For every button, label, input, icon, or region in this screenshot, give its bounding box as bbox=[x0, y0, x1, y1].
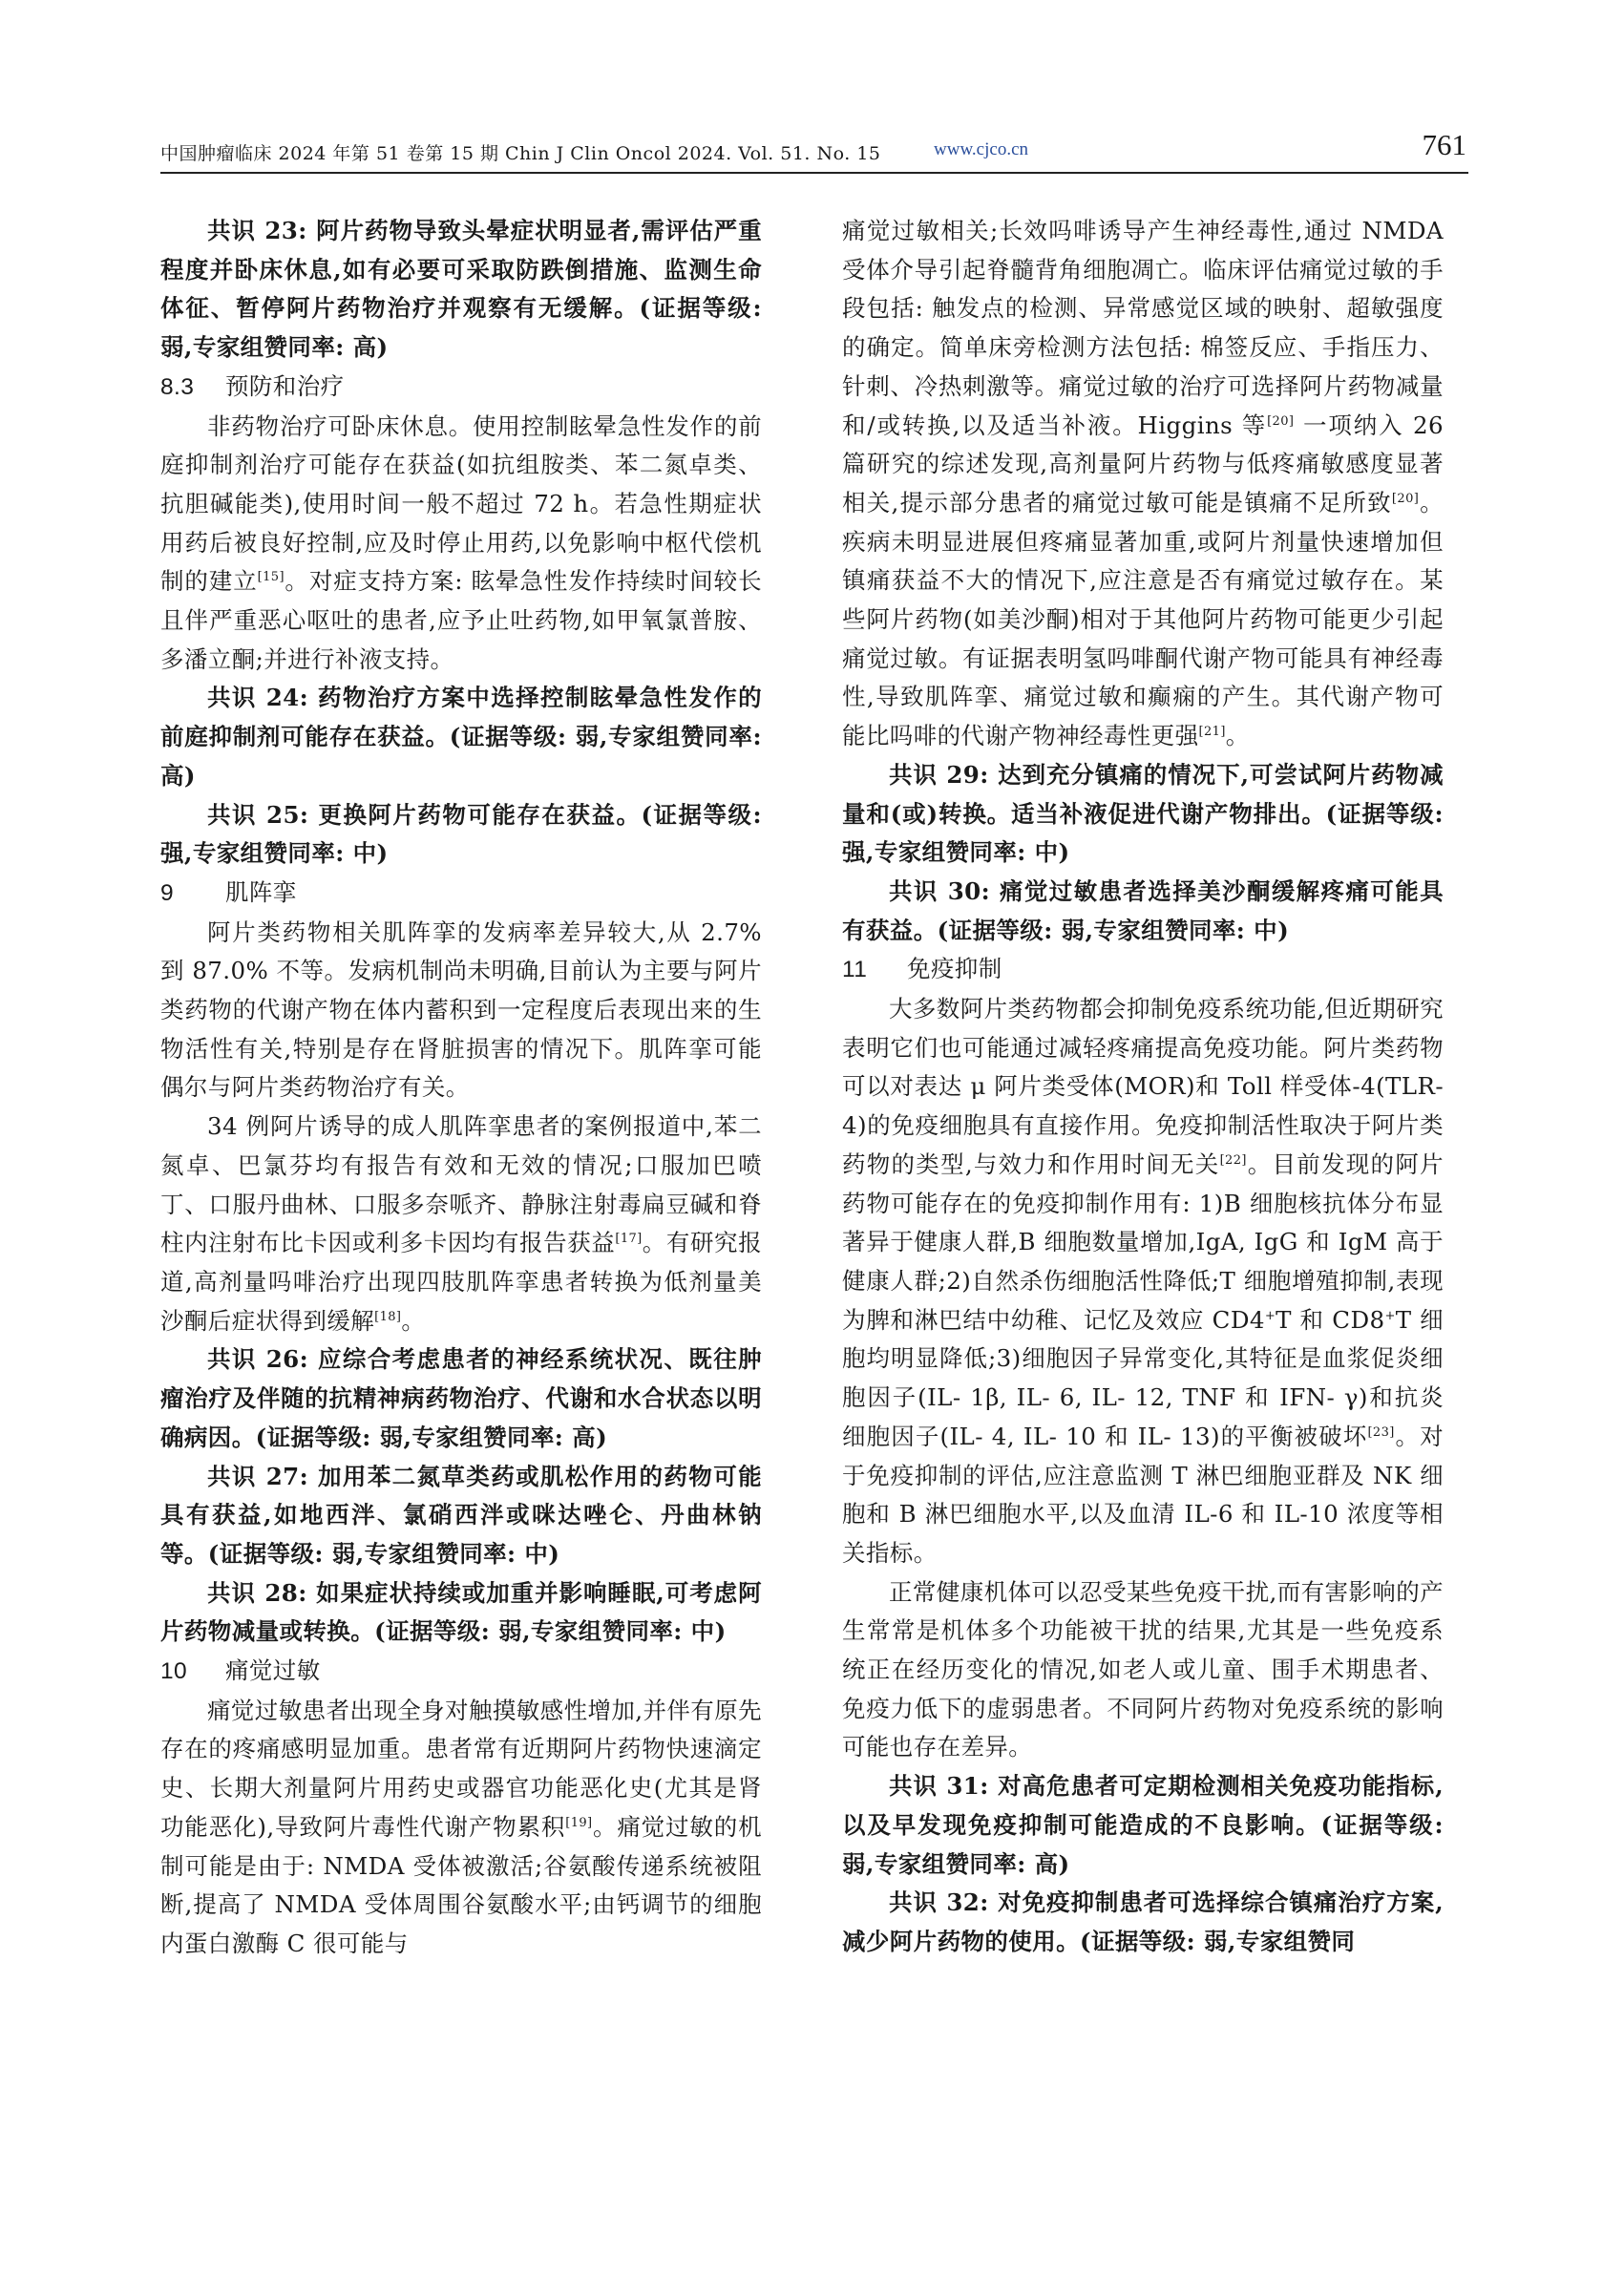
consensus-statement bbox=[160, 1574, 762, 1652]
body-paragraph bbox=[842, 990, 1444, 1573]
running-header bbox=[160, 128, 1468, 170]
page-number: 761 bbox=[1422, 128, 1466, 161]
paragraph-text: 。有研究报道,高剂量吗啡治疗出现四肢肌阵挛患者转换为低剂量美沙酮后症状得到缓解 bbox=[160, 1229, 762, 1335]
paragraph-text: 共识 31: 对高危患者可定期检测相关免疫功能指标,以及早发现免疫抑制可能造成的不良影响。(证据等级: 弱,专家组赞同率: 高) bbox=[842, 1772, 1444, 1878]
paragraph-text: 共识 28: 如果症状持续或加重并影响睡眠,可考虑阿片药物减量或转换。(证据等级: 弱,专家组赞同率: 中) bbox=[160, 1578, 762, 1646]
consensus-statement bbox=[160, 679, 762, 795]
consensus-statement bbox=[160, 1458, 762, 1574]
paragraph-text: 痛觉过敏相关;长效吗啡诱导产生神经毒性,通过 NMDA 受体介导引起脊髓背角细胞凋亡。临床评估痛觉过敏的手段包括: 触发点的检测、异常感觉区域的映射、超敏强度的确定。简单床旁检测方法包括: 棉签反应、手指压力、针刺、冷热刺激等。痛觉过敏的治疗可选择阿片药物减量和/或转换,以及适当补液。Higgins 等 bbox=[842, 217, 1444, 439]
consensus-statement bbox=[160, 212, 762, 368]
section-number: 9 bbox=[160, 879, 175, 906]
consensus-statement bbox=[160, 796, 762, 874]
citation-ref: + bbox=[1384, 1308, 1396, 1323]
paragraph-text: 共识 24: 药物治疗方案中选择控制眩晕急性发作的前庭抑制剂可能存在获益。(证据等级: 弱,专家组赞同率: 高) bbox=[160, 684, 762, 790]
paragraph-text: 共识 26: 应综合考虑患者的神经系统状况、既往肿瘤治疗及伴随的抗精神病药物治疗、代谢和水合状态以明确病因。(证据等级: 弱,专家组赞同率: 高) bbox=[160, 1345, 762, 1451]
section-title: 痛觉过敏 bbox=[225, 1656, 321, 1685]
citation-ref: [22] bbox=[1219, 1152, 1247, 1168]
paragraph-text: 。对于免疫抑制的评估,应注意监测 T 淋巴细胞亚群及 NK 细胞和 B 淋巴细胞水平,以及血清 IL-6 和 IL-10 浓度等相关指标。 bbox=[842, 1422, 1444, 1567]
paragraph-text: T 细胞均明显降低;3)细胞因子异常变化,其特征是血浆促炎细胞因子(IL- 1β, IL- 6, IL- 12, TNF 和 IFN- γ)和抗炎细胞因子(IL- 4, IL- 10 和 IL- 13)的平衡被破坏 bbox=[842, 1305, 1444, 1450]
body-paragraph bbox=[160, 1692, 762, 1964]
section-number: 11 bbox=[842, 957, 868, 983]
left-column bbox=[160, 212, 762, 1964]
body-paragraph bbox=[842, 212, 1444, 756]
body-paragraph bbox=[160, 1107, 762, 1340]
paragraph-text: 。疾病未明显进展但疼痛显著加重,或阿片剂量快速增加但镇痛获益不大的情况下,应注意是否有痛觉过敏存在。某些阿片药物(如美沙酮)相对于其他阿片药物可能更少引起痛觉过敏。有证据表明氢吗啡酮代谢产物可能具有神经毒性,导致肌阵挛、痛觉过敏和癫痫的产生。其代谢产物可能比吗啡的代谢产物神经毒性更强 bbox=[842, 488, 1444, 750]
paragraph-text: 正常健康机体可以忍受某些免疫干扰,而有害影响的产生常常是机体多个功能被干扰的结果,尤其是一些免疫系统正在经历变化的情况,如老人或儿童、围手术期患者、免疫力低下的虚弱患者。不同阿片药物对免疫系统的影响可能也存在差异。 bbox=[842, 1577, 1444, 1761]
citation-ref: [23] bbox=[1367, 1424, 1395, 1440]
consensus-statement bbox=[842, 756, 1444, 873]
section-heading bbox=[160, 1652, 762, 1692]
section-heading bbox=[160, 874, 762, 914]
paragraph-text: 一项纳入 26 篇研究的综述发现,高剂量阿片药物与低疼痛敏感度显著相关,提示部分患者的痛觉过敏可能是镇痛不足所致 bbox=[842, 411, 1444, 517]
paragraph-text: 。 bbox=[401, 1306, 426, 1335]
paragraph-text: 。 bbox=[1225, 722, 1250, 750]
consensus-statement bbox=[160, 1340, 762, 1457]
header-rule bbox=[160, 172, 1468, 174]
section-title: 预防和治疗 bbox=[225, 371, 345, 400]
right-column bbox=[842, 212, 1444, 1962]
paragraph-text: 共识 32: 对免疫抑制患者可选择综合镇痛治疗方案,减少阿片药物的使用。(证据等级: 弱,专家组赞同 bbox=[842, 1888, 1444, 1955]
section-number: 10 bbox=[160, 1658, 188, 1685]
consensus-statement bbox=[842, 1884, 1444, 1961]
paragraph-text: 。目前发现的阿片药物可能存在的免疫抑制作用有: 1)B 细胞核抗体分布显著异于健康人群,B 细胞数量增加,IgA, IgG 和 IgM 高于健康人群;2)自然杀伤细胞活性降低;T 细胞增殖抑制,表现为脾和淋巴结中幼稚、记忆及效应 CD4 bbox=[842, 1150, 1444, 1334]
citation-ref: [19] bbox=[565, 1815, 593, 1830]
paragraph-text: 共识 25: 更换阿片药物可能存在获益。(证据等级: 强,专家组赞同率: 中) bbox=[160, 800, 762, 868]
paragraph-text: 阿片类药物相关肌阵挛的发病率差异较大,从 2.7% 到 87.0% 不等。发病机制尚未明确,目前认为主要与阿片类药物的代谢产物在体内蓄积到一定程度后表现出来的生物活性有关,特别是存在肾脏损害的情况下。肌阵挛可能偶尔与阿片类药物治疗有关。 bbox=[160, 918, 762, 1102]
body-paragraph bbox=[842, 1573, 1444, 1768]
journal-url[interactable]: www.cjco.cn bbox=[934, 139, 1029, 159]
paragraph-text: 共识 30: 痛觉过敏患者选择美沙酮缓解疼痛可能具有获益。(证据等级: 弱,专家组赞同率: 中) bbox=[842, 876, 1444, 944]
paragraph-text: 。对症支持方案: 眩晕急性发作持续时间较长且伴严重恶心呕吐的患者,应予止吐药物,如甲氧氯普胺、多潘立酮;并进行补液支持。 bbox=[160, 567, 762, 673]
paragraph-text: 34 例阿片诱导的成人肌阵挛患者的案例报道中,苯二氮卓、巴氯芬均有报告有效和无效的情况;口服加巴喷丁、口服丹曲林、口服多奈哌齐、静脉注射毒扁豆碱和脊柱内注射布比卡因或利多卡因均有报告获益 bbox=[160, 1112, 762, 1257]
section-heading bbox=[842, 950, 1444, 990]
citation-ref: [20] bbox=[1267, 413, 1295, 429]
paragraph-text: T 和 CD8 bbox=[1276, 1305, 1385, 1334]
section-number: 8.3 bbox=[160, 373, 195, 400]
citation-ref: [20] bbox=[1391, 491, 1420, 506]
paragraph-text: 共识 27: 加用苯二氮草类药或肌松作用的药物可能具有获益,如地西泮、氯硝西泮或咪达唑仑、丹曲林钠等。(证据等级: 弱,专家组赞同率: 中) bbox=[160, 1462, 762, 1568]
body-paragraph bbox=[160, 408, 762, 680]
citation-ref: + bbox=[1264, 1308, 1276, 1323]
citation-ref: [17] bbox=[615, 1232, 643, 1247]
paragraph-text: 非药物治疗可卧床休息。使用控制眩晕急性发作的前庭抑制剂治疗可能存在获益(如抗组胺类、苯二氮卓类、抗胆碱能类),使用时间一般不超过 72 h。若急性期症状用药后被良好控制,应及时停止用药,以免影响中枢代偿机制的建立 bbox=[160, 411, 762, 596]
citation-ref: [15] bbox=[257, 570, 285, 585]
citation-ref: [21] bbox=[1198, 724, 1226, 739]
paragraph-text: 大多数阿片类药物都会抑制免疫系统功能,但近期研究表明它们也可能通过减轻疼痛提高免疫功能。阿片类药物可以对表达 μ 阿片类受体(MOR)和 Toll 样受体-4(TLR-4)的免疫细胞具有直接作用。免疫抑制活性取决于阿片类药物的类型,与效力和作用时间无关 bbox=[842, 995, 1444, 1178]
section-heading bbox=[160, 368, 762, 408]
journal-citation: 中国肿瘤临床 2024 年第 51 卷第 15 期 Chin J Clin Oncol 2024. Vol. 51. No. 15 bbox=[160, 143, 881, 164]
section-title: 肌阵挛 bbox=[225, 877, 297, 906]
citation-ref: [18] bbox=[374, 1309, 402, 1324]
consensus-statement bbox=[842, 873, 1444, 950]
paragraph-text: 共识 23: 阿片药物导致头晕症状明显者,需评估严重程度并卧床休息,如有必要可采取防跌倒措施、监测生命体征、暂停阿片药物治疗并观察有无缓解。(证据等级: 弱,专家组赞同率: 高) bbox=[160, 217, 762, 362]
paragraph-text: 共识 29: 达到充分镇痛的情况下,可尝试阿片药物减量和(或)转换。适当补液促进代谢产物排出。(证据等级: 强,专家组赞同率: 中) bbox=[842, 760, 1444, 867]
section-title: 免疫抑制 bbox=[907, 955, 1002, 983]
paragraph-text: 。痛觉过敏的机制可能是由于: NMDA 受体被激活;谷氨酸传递系统被阻断,提高了 NMDA 受体周围谷氨酸水平;由钙调节的细胞内蛋白激酶 C 很可能与 bbox=[160, 1812, 762, 1957]
body-paragraph bbox=[160, 914, 762, 1108]
consensus-statement bbox=[842, 1767, 1444, 1884]
paragraph-text: 痛觉过敏患者出现全身对触摸敏感性增加,并伴有原先存在的疼痛感明显加重。患者常有近期阿片药物快速滴定史、长期大剂量阿片用药史或器官功能恶化史(尤其是肾功能恶化),导致阿片毒性代谢产物累积 bbox=[160, 1696, 762, 1841]
